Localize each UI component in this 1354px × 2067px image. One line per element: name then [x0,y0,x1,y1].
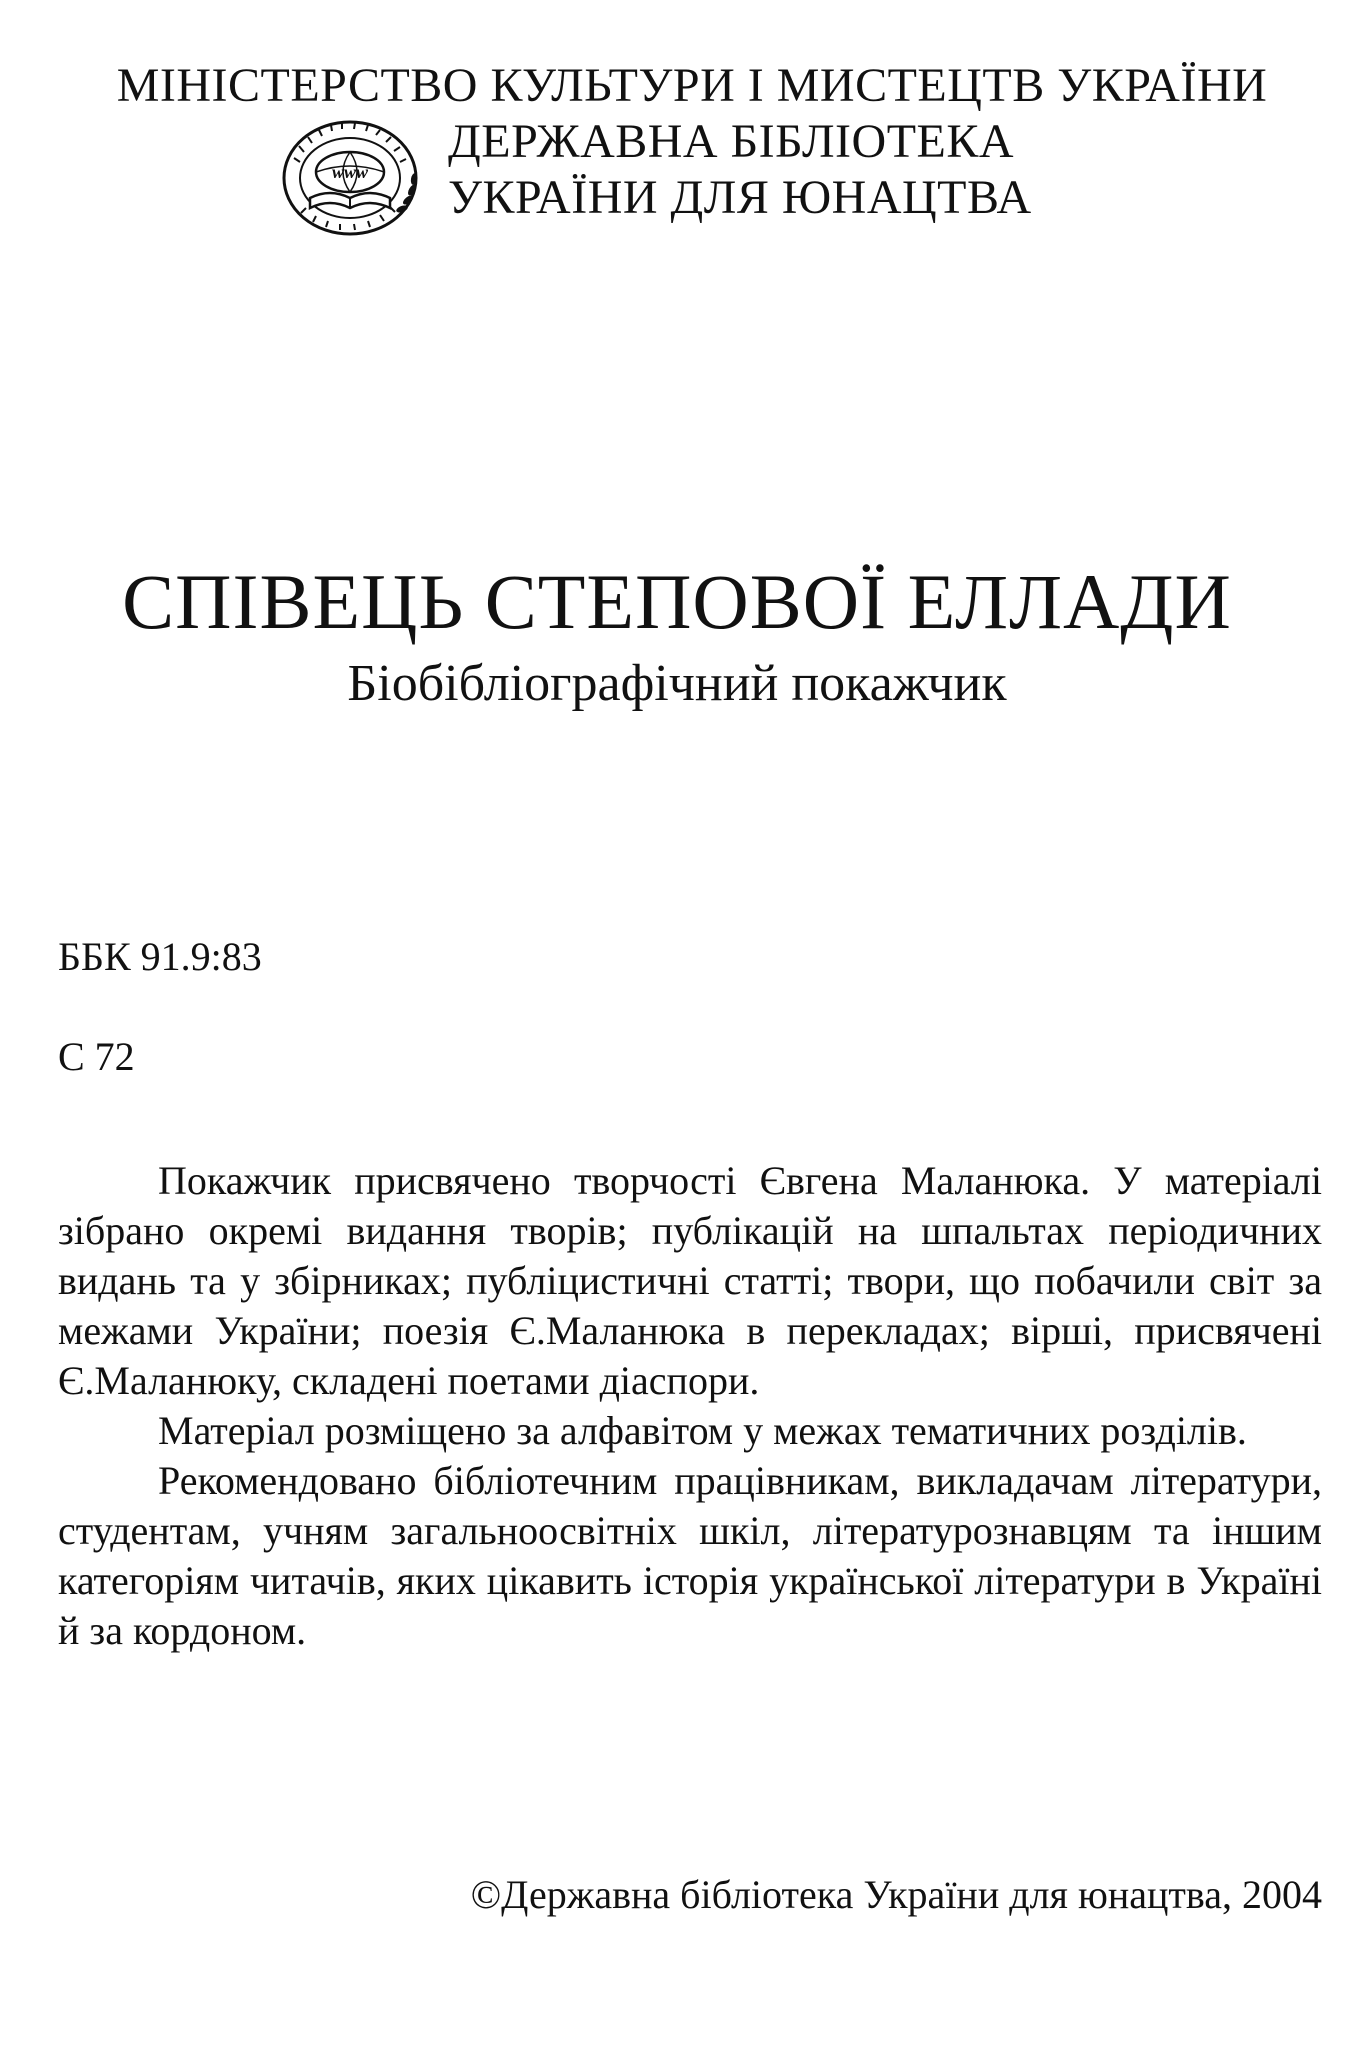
author-code: С 72 [58,1034,135,1079]
ministry-heading: МІНІСТЕРСТВО КУЛЬТУРИ І МИСТЕЦТВ УКРАЇНИ [116,59,1268,112]
svg-text:www: www [331,162,369,182]
library-name [448,114,1032,226]
annotation-paragraph: Рекомендовано бібліотечним працівникам, викладачам літератури, студентам, учням загальноосвітніх шкіл, літературознавцям та іншим категоріям читачів, яких цікавить історія української літератури в Україні й за кордоном. [58,1458,1322,1653]
library-name-line-2: УКРАЇНИ ДЛЯ ЮНАЦТВА [448,171,1032,224]
library-seal-book-globe-icon [270,112,440,242]
document-title: СПІВЕЦЬ СТЕПОВОЇ ЕЛЛАДИ [122,558,1232,645]
copyright-notice: ©Державна бібліотека України для юнацтва, 2004 [470,1872,1322,1917]
annotation-text [58,1156,1322,1656]
annotation-paragraph: Покажчик присвячено творчості Євгена Маланюка. У матеріалі зібрано окремі видання творів; публікацій на шпальтах періодичних видань та у збірниках; публіцистичні статті; твори, що побачили світ за межами України; поезія Є.Маланюка в перекладах; вірші, присвячені Є.Маланюку, складені поетами діаспори. [58,1158,1322,1403]
annotation-paragraph: Матеріал розміщено за алфавітом у межах тематичних розділів. [158,1408,1247,1453]
bbk-classification: ББК 91.9:83 [58,934,262,979]
document-subtitle: Біобібліографічний покажчик [347,655,1007,712]
library-name-line-1: ДЕРЖАВНА БІБЛІОТЕКА [448,115,1015,168]
